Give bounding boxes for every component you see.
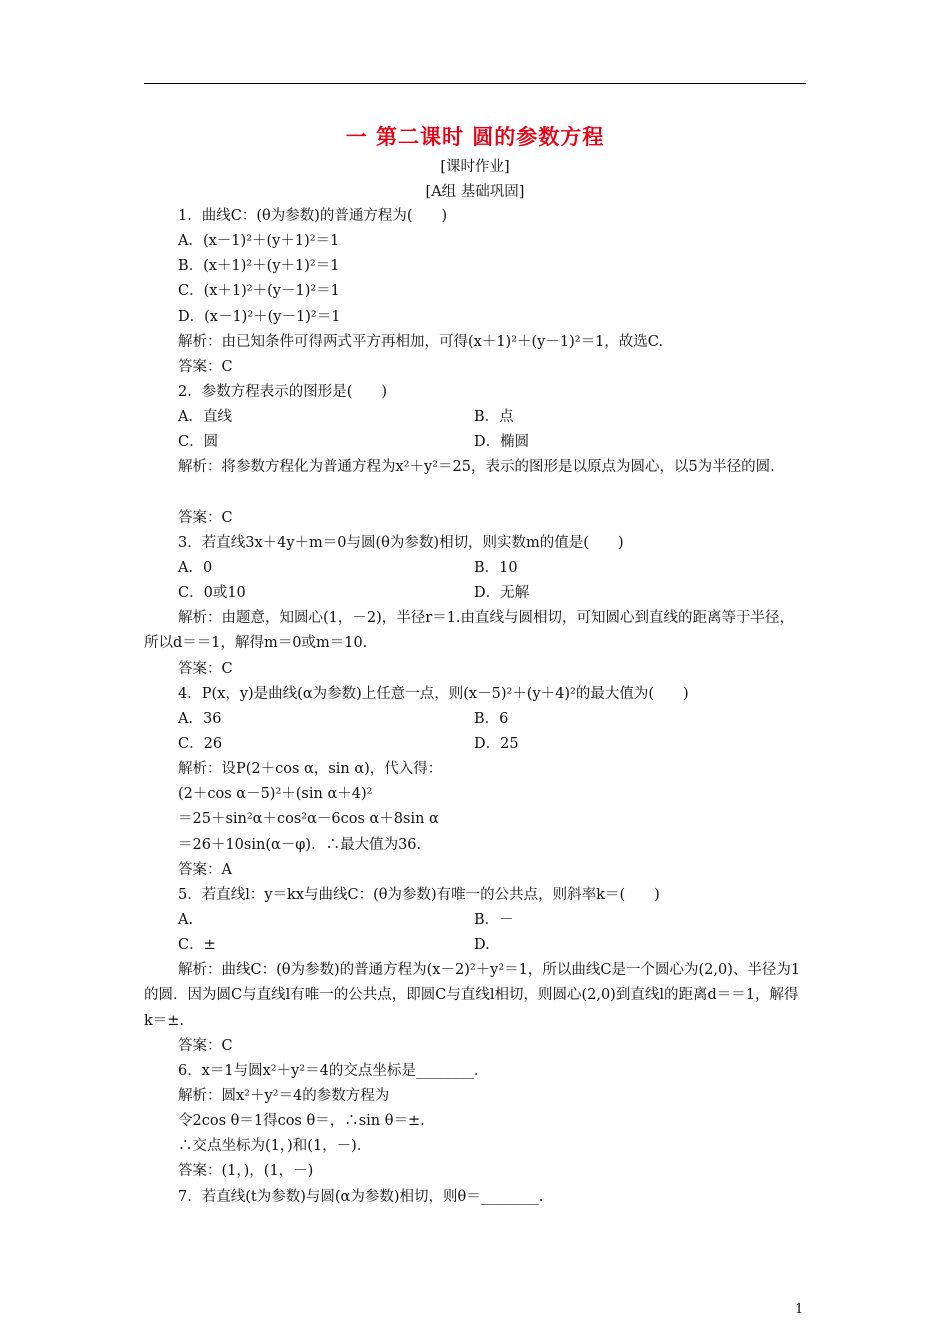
answer-6: 答案：(1，)，(1，－) — [178, 1163, 314, 1180]
options-row — [144, 430, 806, 455]
option-c: C．± — [178, 937, 216, 954]
option-a: A．0 — [178, 559, 213, 576]
option-a: A．36 — [178, 710, 222, 727]
question-3: 3．若直线3x＋4y＋m＝0与圆(θ为参数)相切，则实数m的值是( ) — [178, 534, 624, 551]
answer-2: 答案：C — [178, 509, 233, 526]
subtitle-group-a: [A组 基础巩固] — [425, 184, 525, 200]
option-b: B．6 — [474, 710, 509, 727]
option-b: B．(x＋1)²＋(y＋1)²＝1 — [178, 258, 340, 275]
options-row — [144, 908, 806, 933]
option-c: C．0或10 — [178, 585, 246, 602]
option-b: B．10 — [474, 559, 518, 576]
question-4: 4．P(x，y)是曲线(α为参数)上任意一点，则(x－5)²＋(y＋4)²的最大值为( ) — [178, 685, 689, 702]
analysis-6-step: 令2cos θ＝1得cos θ＝，∴sin θ＝±. — [178, 1113, 425, 1130]
header-rule — [144, 83, 806, 84]
analysis-4-step: (2＋cos α－5)²＋(sin α＋4)² — [178, 786, 373, 803]
answer-1: 答案：C — [178, 358, 233, 375]
option-c: C．26 — [178, 735, 223, 752]
analysis-2: 解析：将参数方程化为普通方程为x²＋y²＝25，表示的图形是以原点为圆心，以5为半径的圆. — [178, 459, 775, 476]
question-5: 5．若直线l：y＝kx与曲线C：(θ为参数)有唯一的公共点，则斜率k＝( ) — [178, 886, 660, 903]
analysis-5: 解析：曲线C：(θ为参数)的普通方程为(x－2)²＋y²＝1，所以曲线C是一个圆心为(2,0)、半径为1的圆．因为圆C与直线l有唯一的公共点，即圆C与直线l相切，则圆心(2,0)到直线l的距离d＝＝1，解得k＝±. — [144, 962, 801, 1029]
option-b: B．－ — [474, 911, 514, 928]
option-a: A．直线 — [178, 409, 232, 426]
analysis-1: 解析：由已知条件可得两式平方再相加，可得(x＋1)²＋(y－1)²＝1，故选C. — [178, 333, 663, 350]
option-d: D．无解 — [474, 585, 530, 602]
question-1: 1．曲线C：(θ为参数)的普通方程为( ) — [178, 208, 448, 224]
question-2: 2．参数方程表示的图形是( ) — [178, 383, 388, 400]
option-c: C．(x＋1)²＋(y－1)²＝1 — [178, 283, 340, 300]
page-title: 一 第二课时 圆的参数方程 — [345, 124, 605, 149]
option-b: B．点 — [474, 409, 514, 426]
page-number: 1 — [795, 1302, 804, 1317]
options-row — [144, 581, 806, 606]
options-row — [144, 556, 806, 581]
option-d: D．25 — [474, 735, 519, 752]
option-a: A. — [178, 911, 194, 928]
option-a: A．(x－1)²＋(y＋1)²＝1 — [178, 233, 340, 250]
analysis-6-step: ∴交点坐标为(1，)和(1，－)． — [178, 1138, 372, 1155]
question-6: 6．x＝1与圆x²＋y²＝4的交点坐标是________． — [178, 1062, 489, 1079]
document-body — [144, 204, 806, 1210]
analysis-4: 解析：设P(2＋cos α，sin α)，代入得： — [178, 761, 443, 778]
options-row — [144, 732, 806, 757]
analysis-3: 解析：由题意，知圆心(1，－2)，半径r＝1.由直线与圆相切，可知圆心到直线的距离等于半径，所以d＝＝1，解得m＝0或m＝10. — [144, 610, 795, 652]
analysis-6: 解析：圆x²＋y²＝4的参数方程为 — [178, 1087, 390, 1104]
options-row — [144, 405, 806, 430]
option-c: C．圆 — [178, 434, 219, 451]
options-row — [144, 707, 806, 732]
answer-4: 答案：A — [178, 861, 232, 878]
analysis-4-step: ＝25＋sin²α＋cos²α－6cos α＋8sin α — [178, 811, 439, 828]
question-7: 7．若直线(t为参数)与圆(α为参数)相切，则θ＝________. — [178, 1188, 544, 1205]
answer-3: 答案：C — [178, 660, 233, 677]
options-row — [144, 933, 806, 958]
option-d: D．椭圆 — [474, 434, 530, 451]
option-d: D．(x－1)²＋(y－1)²＝1 — [178, 308, 341, 325]
answer-5: 答案：C — [178, 1037, 233, 1054]
subtitle-homework: [课时作业] — [440, 159, 510, 175]
analysis-4-step: ＝26＋10sin(α－φ)．∴最大值为36. — [178, 836, 422, 853]
option-d: D. — [474, 937, 490, 954]
